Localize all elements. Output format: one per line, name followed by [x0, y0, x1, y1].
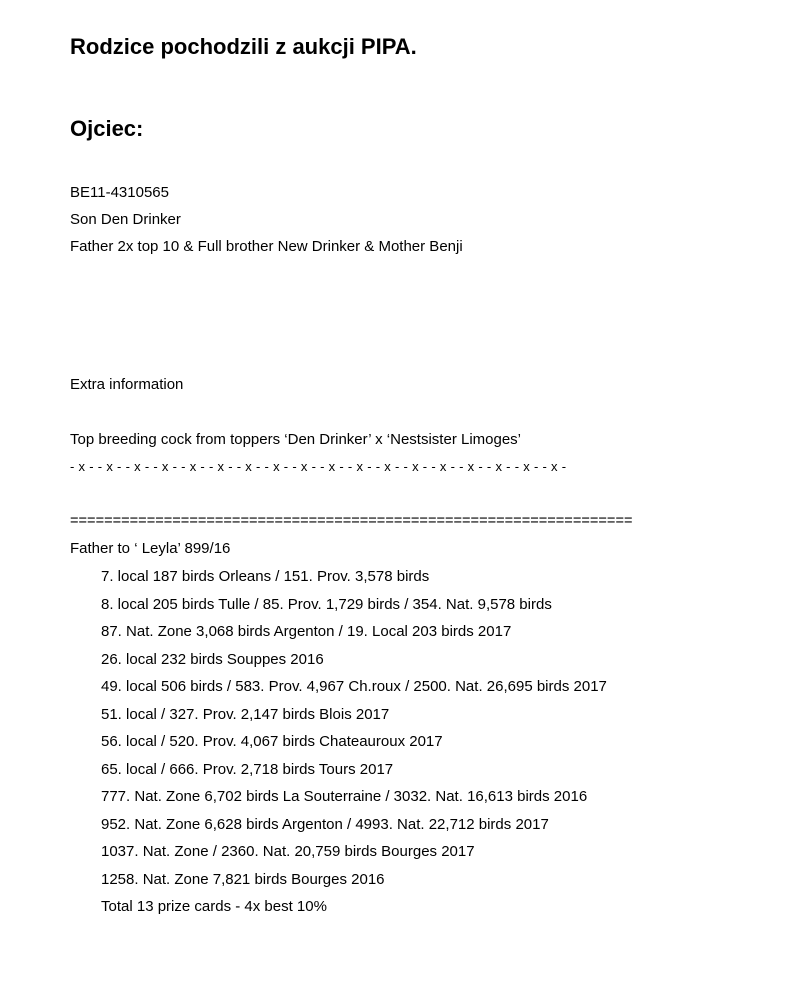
result-item: 777. Nat. Zone 6,702 birds La Souterraine / 3032. Nat. 16,613 birds 2016	[101, 788, 588, 805]
result-item: 87. Nat. Zone 3,068 birds Argenton / 19. Local 203 birds 2017	[101, 623, 512, 640]
result-item: 1258. Nat. Zone 7,821 birds Bourges 2016	[101, 870, 385, 888]
page-heading: Rodzice pochodzili z aukcji PIPA.	[70, 34, 417, 59]
ring-number: BE11-4310565	[70, 184, 169, 201]
result-item: 56. local / 520. Prov. 4,067 birds Chateauroux 2017	[101, 733, 443, 750]
description: Top breeding cock from toppers ‘Den Drinker’ x ‘Nestsister Limoges’	[70, 431, 522, 448]
result-item: 26. local 232 birds Souppes 2016	[101, 650, 324, 668]
extra-information-label: Extra information	[70, 376, 184, 393]
section-heading-father: Ojciec:	[70, 116, 144, 141]
result-item: 51. local / 327. Prov. 2,147 birds Blois 2017	[101, 705, 390, 723]
result-item: 1037. Nat. Zone / 2360. Nat. 20,759 birds Bourges 2017	[101, 843, 475, 860]
equals-separator: ==================================================================	[70, 513, 633, 529]
x-separator: - x - - x - - x - - x - - x - - x - - x - - x - - x - - x - - x - - x - - x - - x - - x - - x - - x - - x -	[70, 459, 567, 474]
father-line-3: Father 2x top 10 & Full brother New Drinker & Mother Benji	[70, 238, 463, 255]
result-item: 952. Nat. Zone 6,628 birds Argenton / 4993. Nat. 22,712 birds 2017	[101, 815, 549, 833]
result-item: 49. local 506 birds / 583. Prov. 4,967 Ch.roux / 2500. Nat. 26,695 birds 2017	[101, 678, 607, 695]
father-to: Father to ‘ Leyla’ 899/16	[70, 540, 231, 557]
result-item: 7. local 187 birds Orleans / 151. Prov. 3,578 birds	[101, 568, 430, 585]
father-line-2: Son Den Drinker	[70, 211, 181, 228]
result-item: Total 13 prize cards - 4x best 10%	[101, 898, 327, 915]
result-item: 8. local 205 birds Tulle / 85. Prov. 1,729 birds / 354. Nat. 9,578 birds	[101, 595, 552, 613]
result-item: 65. local / 666. Prov. 2,718 birds Tours 2017	[101, 760, 394, 778]
